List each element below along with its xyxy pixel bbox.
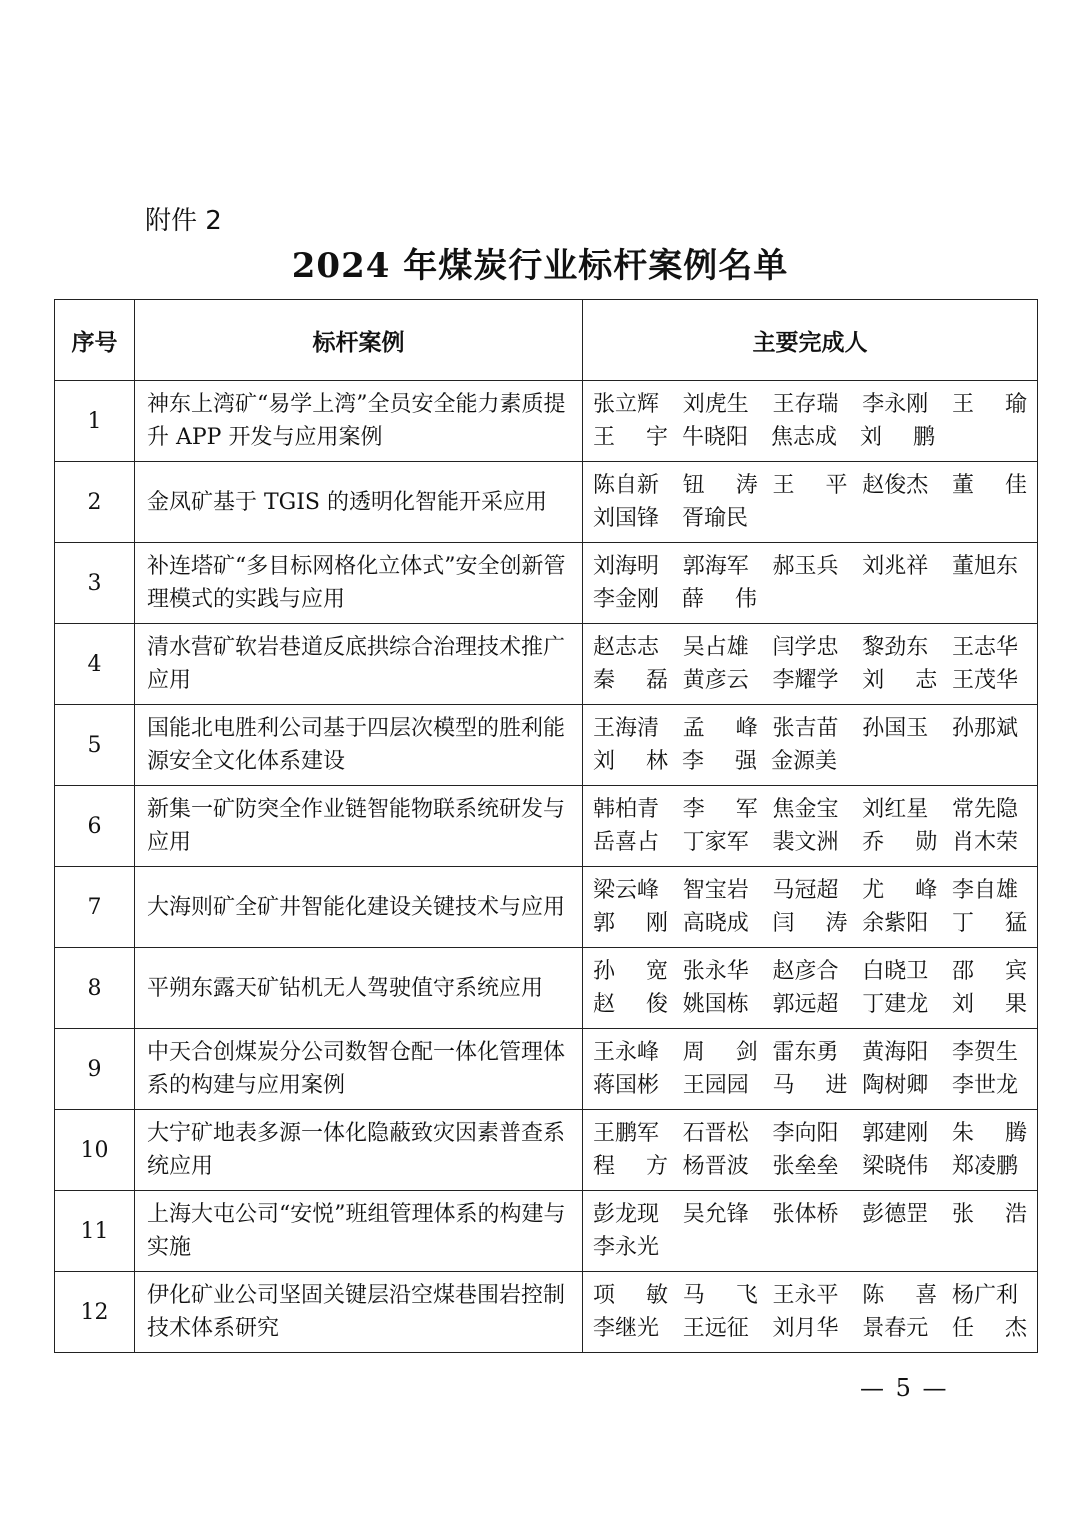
contributor-name: 张体桥	[772, 1202, 839, 1227]
name-char: 宾	[1004, 959, 1027, 984]
contributor-name: 王茂华	[952, 668, 1019, 693]
contributor-name: 刘兆祥	[862, 554, 929, 579]
name-char: 瑜	[1004, 392, 1027, 417]
case-name: 大宁矿地表多源一体化隐蔽致灾因素普查系统应用	[135, 1110, 583, 1191]
contributor-name: 郭远超	[772, 992, 839, 1017]
contributor-name: 郭海军	[682, 554, 749, 579]
name-char: 任	[952, 1316, 975, 1341]
name-char: 涛	[735, 473, 758, 498]
contributor-name	[593, 907, 668, 940]
contributor-name	[862, 826, 937, 859]
table-row	[55, 462, 1038, 543]
contributor-name: 焦志成	[771, 425, 838, 450]
contributor-name	[683, 793, 758, 826]
name-char: 王	[952, 392, 975, 417]
name-char: 张	[952, 1202, 975, 1227]
case-name: 伊化矿业公司坚固关键层沿空煤巷围岩控制技术体系研究	[135, 1272, 583, 1353]
contributor-name: 彭龙现	[593, 1202, 660, 1227]
table-row	[55, 1191, 1038, 1272]
contributor-name	[862, 874, 937, 907]
contributor-name	[952, 955, 1027, 988]
contributor-name: 余紫阳	[862, 911, 929, 936]
name-char: 丁	[952, 911, 975, 936]
contributor-name: 李自雄	[952, 878, 1019, 903]
contributor-name: 张永华	[682, 959, 749, 984]
row-number: 8	[55, 948, 135, 1029]
name-char: 峰	[915, 878, 938, 903]
case-name: 中天合创煤炭分公司数智仓配一体化管理体系的构建与应用案例	[135, 1029, 583, 1110]
name-char: 志	[915, 668, 938, 693]
name-char: 李	[682, 797, 705, 822]
contributor-name: 李永刚	[862, 392, 929, 417]
contributor-line	[593, 550, 1027, 583]
case-name: 金凤矿基于 TGIS 的透明化智能开采应用	[135, 462, 583, 543]
name-char: 孟	[682, 716, 705, 741]
main-contributors	[583, 381, 1038, 462]
contributor-name: 韩柏青	[593, 797, 660, 822]
main-contributors	[583, 867, 1038, 948]
contributor-name: 张立辉	[593, 392, 660, 417]
case-name: 清水营矿软岩巷道反底拱综合治理技术推广应用	[135, 624, 583, 705]
contributor-name: 王存瑞	[772, 392, 839, 417]
contributor-name: 雷东勇	[772, 1040, 839, 1065]
contributor-name	[952, 469, 1027, 502]
name-char: 刚	[645, 911, 668, 936]
table-row	[55, 381, 1038, 462]
row-number: 10	[55, 1110, 135, 1191]
contributor-name: 王志华	[952, 635, 1019, 660]
name-char: 飞	[735, 1283, 758, 1308]
name-char: 秦	[593, 668, 616, 693]
contributor-name: 王鹏军	[593, 1121, 660, 1146]
contributor-name: 陶树卿	[862, 1073, 929, 1098]
attachment-label: 附件 2	[145, 206, 222, 236]
contributor-line	[593, 469, 1027, 502]
contributor-line	[593, 955, 1027, 988]
contributor-name: 彭德罡	[862, 1202, 929, 1227]
header-no: 序号	[55, 300, 135, 381]
contributor-name: 景春元	[862, 1316, 929, 1341]
name-char: 林	[645, 749, 668, 774]
name-char: 邵	[952, 959, 975, 984]
name-char: 朱	[952, 1121, 975, 1146]
main-contributors	[583, 1272, 1038, 1353]
main-contributors	[583, 1029, 1038, 1110]
name-char: 李	[682, 749, 705, 774]
table-row	[55, 624, 1038, 705]
row-number: 11	[55, 1191, 135, 1272]
contributor-line	[593, 1069, 1027, 1102]
name-char: 佳	[1004, 473, 1027, 498]
contributor-line	[593, 1198, 1027, 1231]
name-char: 伟	[734, 587, 757, 612]
contributor-line	[593, 1150, 1027, 1183]
contributor-name: 吴占雄	[682, 635, 749, 660]
row-number: 7	[55, 867, 135, 948]
table-body	[55, 381, 1038, 1353]
contributor-name	[593, 988, 668, 1021]
contributor-name: 孙那斌	[952, 716, 1019, 741]
contributor-name	[593, 745, 668, 778]
name-char: 赵	[593, 992, 616, 1017]
name-char: 猛	[1004, 911, 1027, 936]
name-char: 尤	[862, 878, 885, 903]
row-number: 4	[55, 624, 135, 705]
contributor-line	[593, 1036, 1027, 1069]
contributor-name: 赵俊杰	[862, 473, 929, 498]
name-char: 刘	[862, 668, 885, 693]
contributor-name	[593, 955, 668, 988]
main-contributors	[583, 948, 1038, 1029]
contributor-name	[862, 664, 937, 697]
contributor-name: 郭建刚	[862, 1121, 929, 1146]
main-contributors	[583, 462, 1038, 543]
contributor-line	[593, 712, 1027, 745]
case-name: 国能北电胜利公司基于四层次模型的胜利能源安全文化体系建设	[135, 705, 583, 786]
name-char: 军	[735, 797, 758, 822]
contributor-name	[860, 421, 935, 454]
contributor-line	[593, 907, 1027, 940]
table-row	[55, 1272, 1038, 1353]
contributor-name: 白晓卫	[862, 959, 929, 984]
main-contributors	[583, 624, 1038, 705]
name-char: 进	[825, 1073, 848, 1098]
name-char: 孙	[593, 959, 616, 984]
contributor-line	[593, 1312, 1027, 1345]
contributor-name: 焦金宝	[772, 797, 839, 822]
name-char: 喜	[915, 1283, 938, 1308]
contributor-name	[683, 469, 758, 502]
contributor-name: 王海清	[593, 716, 660, 741]
contributor-name: 高晓成	[682, 911, 749, 936]
contributor-line	[593, 1279, 1027, 1312]
contributor-name	[773, 907, 848, 940]
main-contributors	[583, 1191, 1038, 1272]
name-char: 勋	[915, 830, 938, 855]
table-row	[55, 1029, 1038, 1110]
row-number: 6	[55, 786, 135, 867]
contributor-name	[593, 1150, 668, 1183]
row-number: 5	[55, 705, 135, 786]
contributor-name	[952, 907, 1027, 940]
case-name: 平朔东露天矿钻机无人驾驶值守系统应用	[135, 948, 583, 1029]
name-char: 周	[682, 1040, 705, 1065]
contributor-name: 胥瑜民	[682, 506, 749, 531]
name-char: 闫	[772, 911, 795, 936]
name-char: 郭	[593, 911, 616, 936]
main-contributors	[583, 786, 1038, 867]
contributor-name: 刘海明	[593, 554, 660, 579]
name-char: 平	[825, 473, 848, 498]
name-char: 涛	[825, 911, 848, 936]
row-number: 3	[55, 543, 135, 624]
contributor-name: 郝玉兵	[772, 554, 839, 579]
contributor-line	[593, 874, 1027, 907]
contributor-name: 刘红星	[862, 797, 929, 822]
name-char: 磊	[645, 668, 668, 693]
contributor-name: 王远征	[682, 1316, 749, 1341]
contributor-name	[862, 1279, 937, 1312]
name-char: 项	[593, 1283, 616, 1308]
name-char: 陈	[862, 1283, 885, 1308]
contributor-name: 常先隐	[952, 797, 1019, 822]
page-number: — 5 —	[860, 1374, 949, 1402]
contributor-name: 梁云峰	[593, 878, 660, 903]
case-name: 大海则矿全矿井智能化建设关键技术与应用	[135, 867, 583, 948]
name-char: 腾	[1004, 1121, 1027, 1146]
contributor-name: 蒋国彬	[593, 1073, 660, 1098]
contributor-name: 牛晓阳	[682, 425, 749, 450]
contributor-name: 裴文洲	[772, 830, 839, 855]
contributor-name	[683, 1279, 758, 1312]
contributor-name: 赵彦合	[772, 959, 839, 984]
row-number: 2	[55, 462, 135, 543]
contributor-name: 郑凌鹏	[952, 1154, 1019, 1179]
contributor-line	[593, 988, 1027, 1021]
contributor-name	[952, 1312, 1027, 1345]
contributor-name	[682, 583, 757, 616]
contributor-name	[593, 664, 668, 697]
contributor-name: 黎劲东	[862, 635, 929, 660]
contributor-name: 赵志志	[593, 635, 660, 660]
header-case: 标杆案例	[135, 300, 583, 381]
contributor-name: 丁家军	[682, 830, 749, 855]
contributor-line	[593, 421, 1027, 454]
contributor-name: 刘月华	[772, 1316, 839, 1341]
contributor-name: 黄彦云	[682, 668, 749, 693]
table-header-row	[55, 300, 1038, 381]
name-char: 董	[952, 473, 975, 498]
row-number: 9	[55, 1029, 135, 1110]
contributor-name: 李继光	[593, 1316, 660, 1341]
name-char: 果	[1004, 992, 1027, 1017]
contributor-name	[682, 745, 757, 778]
name-char: 刘	[593, 749, 616, 774]
name-char: 刘	[952, 992, 975, 1017]
contributor-name: 闫学忠	[772, 635, 839, 660]
contributor-line	[593, 1231, 1027, 1264]
main-contributors	[583, 1110, 1038, 1191]
contributor-name: 姚国栋	[682, 992, 749, 1017]
row-number: 12	[55, 1272, 135, 1353]
name-char: 强	[734, 749, 757, 774]
name-char: 王	[772, 473, 795, 498]
contributor-name: 吴允锋	[682, 1202, 749, 1227]
contributor-name: 李永光	[593, 1235, 660, 1260]
contributor-name: 梁晓伟	[862, 1154, 929, 1179]
contributor-name: 丁建龙	[862, 992, 929, 1017]
contributor-name: 杨晋波	[682, 1154, 749, 1179]
name-char: 浩	[1004, 1202, 1027, 1227]
contributor-name: 智宝岩	[682, 878, 749, 903]
contributor-line	[593, 826, 1027, 859]
name-char: 乔	[862, 830, 885, 855]
contributor-name: 董旭东	[952, 554, 1019, 579]
contributor-name: 岳喜占	[593, 830, 660, 855]
contributor-line	[593, 793, 1027, 826]
contributor-line	[593, 502, 1027, 535]
name-char: 马	[772, 1073, 795, 1098]
contributor-name	[952, 988, 1027, 1021]
table-row	[55, 705, 1038, 786]
row-number: 1	[55, 381, 135, 462]
contributor-name: 李耀学	[772, 668, 839, 693]
contributor-name: 张吉苗	[772, 716, 839, 741]
name-char: 刘	[860, 425, 883, 450]
table-row	[55, 867, 1038, 948]
contributor-name: 王园园	[682, 1073, 749, 1098]
contributor-name	[773, 1069, 848, 1102]
name-char: 峰	[735, 716, 758, 741]
contributor-name: 李向阳	[772, 1121, 839, 1146]
contributor-name: 杨广利	[952, 1283, 1019, 1308]
table-row	[55, 543, 1038, 624]
table-row	[55, 948, 1038, 1029]
contributor-name	[683, 1036, 758, 1069]
name-char: 敏	[645, 1283, 668, 1308]
name-char: 马	[682, 1283, 705, 1308]
name-char: 鹏	[912, 425, 935, 450]
contributor-name	[952, 1117, 1027, 1150]
name-char: 程	[593, 1154, 616, 1179]
name-char: 杰	[1004, 1316, 1027, 1341]
name-char: 钮	[682, 473, 705, 498]
header-people: 主要完成人	[583, 300, 1038, 381]
contributor-name: 马冠超	[772, 878, 839, 903]
contributor-name: 王永平	[772, 1283, 839, 1308]
case-name: 上海大屯公司“安悦”班组管理体系的构建与实施	[135, 1191, 583, 1272]
contributor-name: 金源美	[771, 749, 838, 774]
contributor-line	[593, 388, 1027, 421]
contributor-name: 孙国玉	[862, 716, 929, 741]
benchmark-case-table	[54, 299, 1038, 1353]
main-contributors	[583, 543, 1038, 624]
name-char: 宇	[645, 425, 668, 450]
contributor-name: 王永峰	[593, 1040, 660, 1065]
contributor-name: 刘虎生	[682, 392, 749, 417]
contributor-name	[952, 1198, 1027, 1231]
case-name: 补连塔矿“多目标网格化立体式”安全创新管理模式的实践与应用	[135, 543, 583, 624]
contributor-name	[593, 421, 668, 454]
contributor-name: 黄海阳	[862, 1040, 929, 1065]
contributor-line	[593, 745, 1027, 778]
contributor-line	[593, 631, 1027, 664]
contributor-name: 石晋松	[682, 1121, 749, 1146]
table-row	[55, 786, 1038, 867]
name-char: 薛	[682, 587, 705, 612]
contributor-name: 刘国锋	[593, 506, 660, 531]
contributor-line	[593, 1117, 1027, 1150]
contributor-line	[593, 583, 1027, 616]
name-char: 宽	[645, 959, 668, 984]
main-contributors	[583, 705, 1038, 786]
name-char: 剑	[735, 1040, 758, 1065]
contributor-name: 陈自新	[593, 473, 660, 498]
contributor-name: 李世龙	[952, 1073, 1019, 1098]
contributor-name: 肖木荣	[952, 830, 1019, 855]
contributor-line	[593, 664, 1027, 697]
name-char: 俊	[645, 992, 668, 1017]
contributor-name	[593, 1279, 668, 1312]
contributor-name: 张垒垒	[772, 1154, 839, 1179]
document-title: 2024 年煤炭行业标杆案例名单	[291, 246, 789, 286]
name-char: 王	[593, 425, 616, 450]
table-row	[55, 1110, 1038, 1191]
name-char: 方	[645, 1154, 668, 1179]
contributor-name	[952, 388, 1027, 421]
contributor-name	[773, 469, 848, 502]
contributor-name: 李贺生	[952, 1040, 1019, 1065]
case-name: 新集一矿防突全作业链智能物联系统研发与应用	[135, 786, 583, 867]
case-name: 神东上湾矿“易学上湾”全员安全能力素质提升 APP 开发与应用案例	[135, 381, 583, 462]
contributor-name	[683, 712, 758, 745]
contributor-name: 李金刚	[593, 587, 660, 612]
